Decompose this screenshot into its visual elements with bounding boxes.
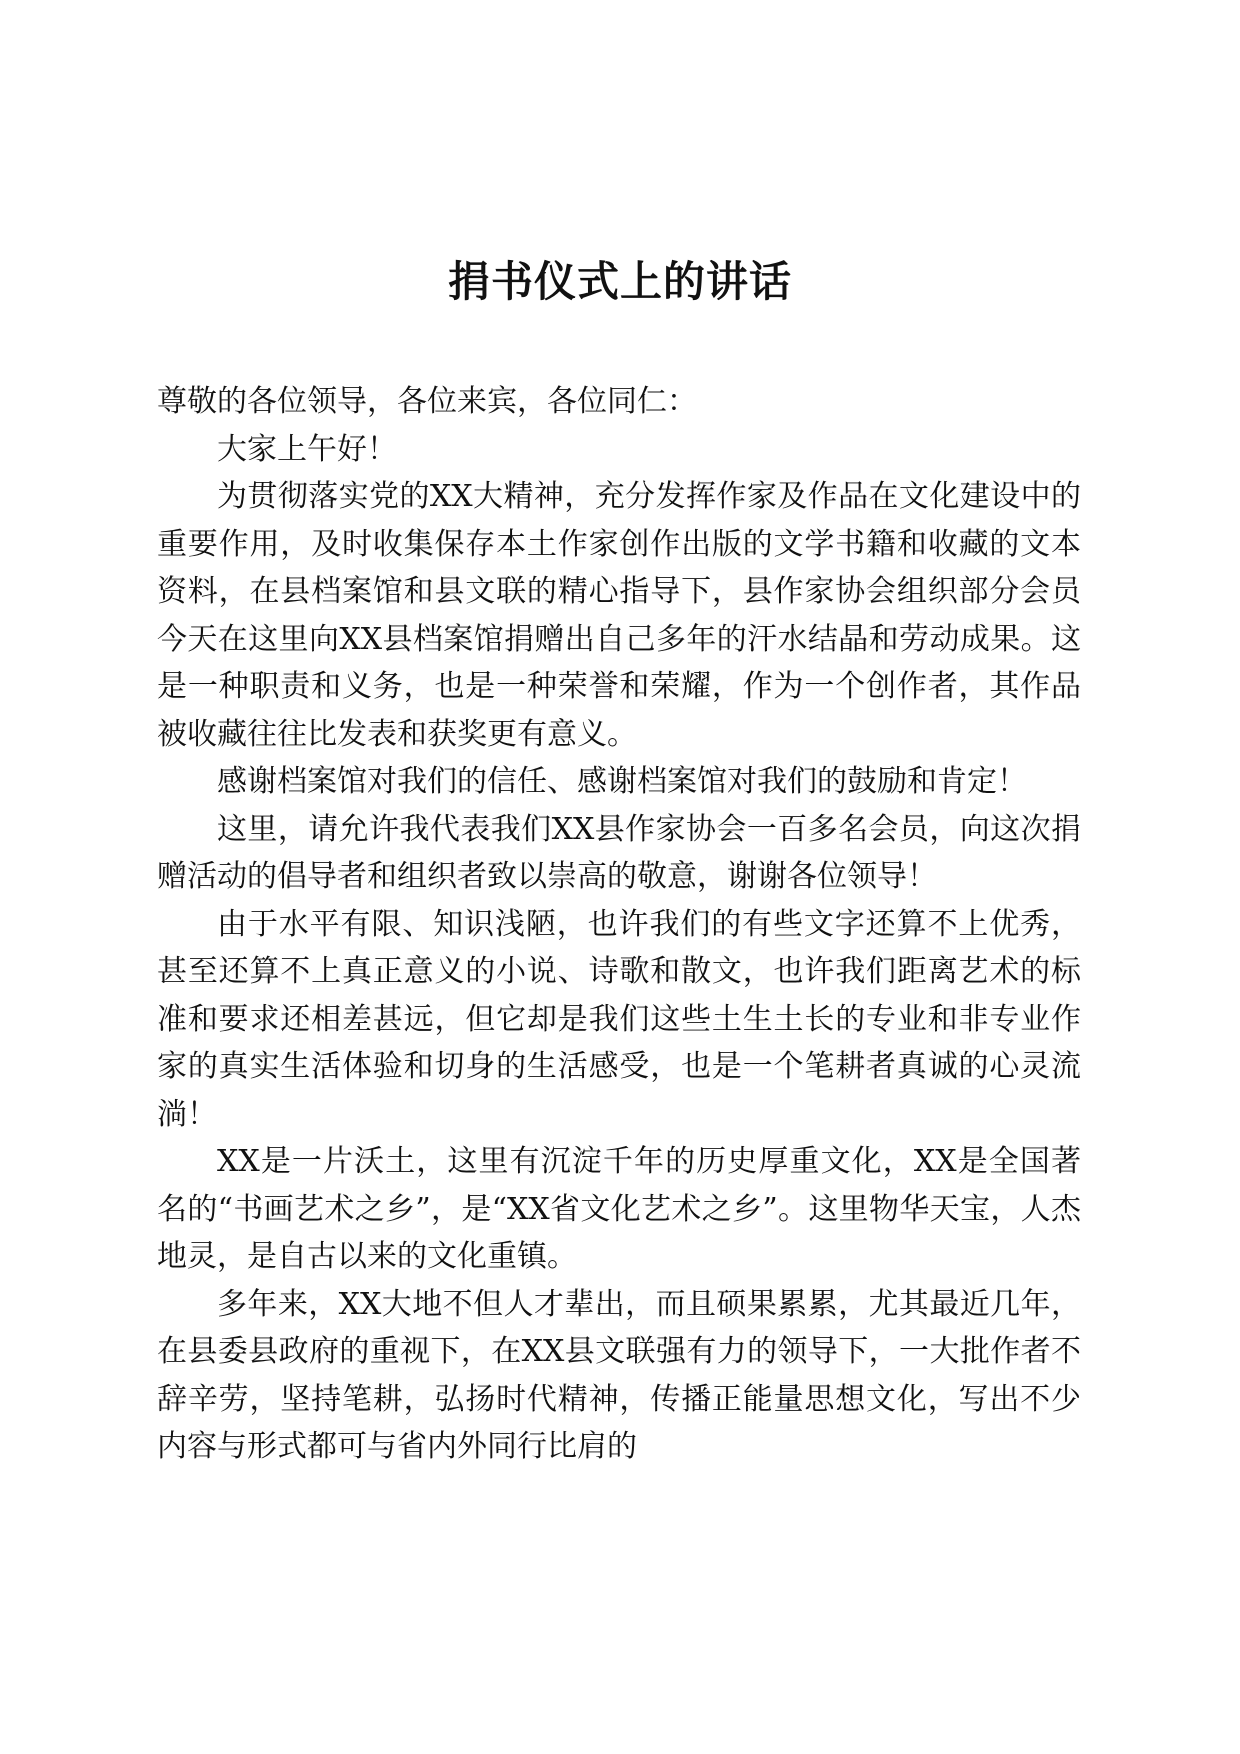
greeting-paragraph: 大家上午好！: [217, 431, 397, 467]
body-paragraph: 感谢档案馆对我们的信任、感谢档案馆对我们的鼓励和肯定！: [217, 764, 1027, 799]
body-paragraph: XX是一片沃土，这里有沉淀千年的历史厚重文化，XX是全国著名的“书画艺术之乡”，是“XX省文化艺术之乡”。这里物华天宝，人杰地灵，是自古以来的文化重镇。: [157, 1144, 1081, 1274]
body-paragraph: 这里，请允许我代表我们XX县作家协会一百多名会员，向这次捐赠活动的倡导者和组织者致以崇高的敬意，谢谢各位领导！: [157, 811, 1081, 894]
document-body: [157, 378, 1081, 1471]
salutation-paragraph: 尊敬的各位领导，各位来宾，各位同仁：: [157, 384, 697, 419]
body-paragraph: 多年来，XX大地不但人才辈出，而且硕果累累，尤其最近几年，在县委县政府的重视下，在XX县文联强有力的领导下，一大批作者不辞辛劳，坚持笔耕，弘扬时代精神，传播正能量思想文化，写出不少内容与形式都可与省内外同行比肩的: [157, 1286, 1081, 1464]
body-paragraph: 由于水平有限、知识浅陋，也许我们的有些文字还算不上优秀，甚至还算不上真正意义的小说、诗歌和散文，也许我们距离艺术的标准和要求还相差甚远，但它却是我们这些土生土长的专业和非专业作家的真实生活体验和切身的生活感受，也是一个笔耕者真诚的心灵流淌！: [157, 906, 1081, 1132]
document-title: 捐书仪式上的讲话: [447, 257, 792, 306]
body-paragraph: 为贯彻落实党的XX大精神，充分发挥作家及作品在文化建设中的重要作用，及时收集保存本土作家创作出版的文学书籍和收藏的文本资料，在县档案馆和县文联的精心指导下，县作家协会组织部分会员今天在这里向XX县档案馆捐赠出自己多年的汗水结晶和劳动成果。这是一种职责和义务，也是一种荣誉和荣耀，作为一个创作者，其作品被收藏往往比发表和获奖更有意义。: [157, 479, 1081, 752]
